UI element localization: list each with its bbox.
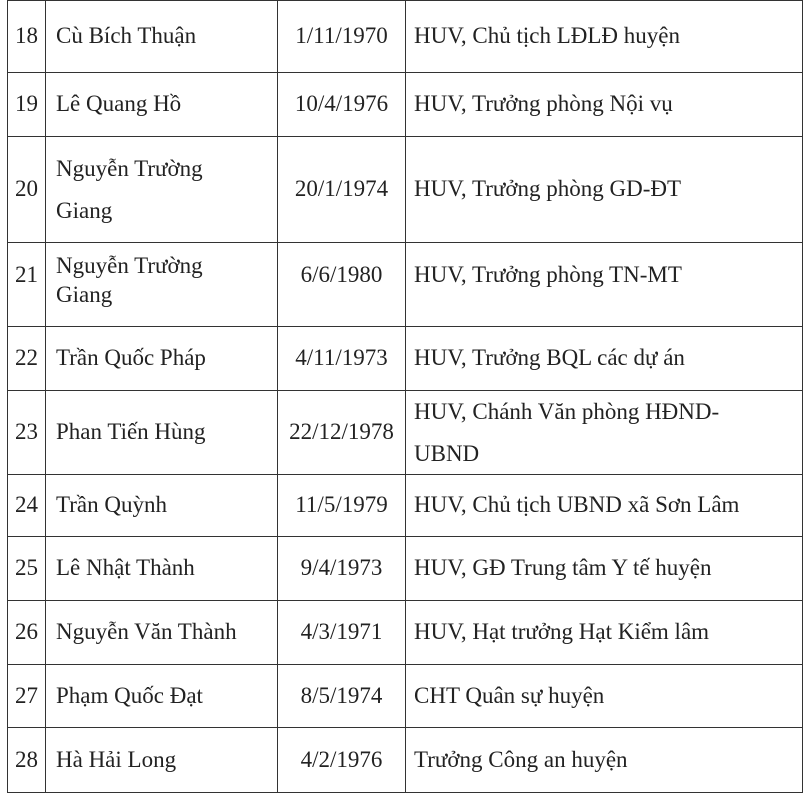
row-number: 20 [8,137,46,243]
table-row [8,391,803,475]
position-title: HUV, Trưởng phòng Nội vụ [406,73,803,137]
person-name: Cù Bích Thuận [46,1,278,73]
table-row [8,137,803,243]
person-name: Hà Hải Long [46,728,278,793]
table-row [8,243,803,327]
person-name: Nguyễn Trường Giang [46,243,278,327]
position-title: HUV, Chủ tịch LĐLĐ huyện [406,1,803,73]
position-title: HUV, Hạt trưởng Hạt Kiểm lâm [406,601,803,665]
person-name: Lê Quang Hồ [46,73,278,137]
personnel-table [7,0,803,793]
row-number: 27 [8,665,46,728]
birth-date: 4/2/1976 [278,728,406,793]
row-number: 28 [8,728,46,793]
birth-date: 10/4/1976 [278,73,406,137]
position-title: Trưởng Công an huyện [406,728,803,793]
person-name: Nguyễn Văn Thành [46,601,278,665]
row-number: 18 [8,1,46,73]
table-row [8,73,803,137]
position-title: HUV, Chánh Văn phòng HĐND-UBND [406,391,803,475]
position-title: HUV, Trưởng phòng TN-MT [406,243,803,327]
birth-date: 4/3/1971 [278,601,406,665]
row-number: 26 [8,601,46,665]
position-title: HUV, Trưởng phòng GD-ĐT [406,137,803,243]
person-name: Trần Quốc Pháp [46,327,278,391]
position-title: CHT Quân sự huyện [406,665,803,728]
row-number: 23 [8,391,46,475]
table-row [8,327,803,391]
row-number: 22 [8,327,46,391]
birth-date: 22/12/1978 [278,391,406,475]
person-name: Phạm Quốc Đạt [46,665,278,728]
table-row [8,665,803,728]
birth-date: 8/5/1974 [278,665,406,728]
birth-date: 6/6/1980 [278,243,406,327]
table-row [8,601,803,665]
row-number: 21 [8,243,46,327]
person-name: Phan Tiến Hùng [46,391,278,475]
table-row [8,475,803,537]
row-number: 25 [8,537,46,601]
position-title: HUV, Chủ tịch UBND xã Sơn Lâm [406,475,803,537]
row-number: 19 [8,73,46,137]
position-title: HUV, GĐ Trung tâm Y tế huyện [406,537,803,601]
table-row [8,537,803,601]
birth-date: 9/4/1973 [278,537,406,601]
table-row [8,1,803,73]
position-title: HUV, Trưởng BQL các dự án [406,327,803,391]
person-name: Trần Quỳnh [46,475,278,537]
row-number: 24 [8,475,46,537]
person-name: Nguyễn Trường Giang [46,137,278,243]
birth-date: 20/1/1974 [278,137,406,243]
table-row [8,728,803,793]
birth-date: 4/11/1973 [278,327,406,391]
birth-date: 1/11/1970 [278,1,406,73]
birth-date: 11/5/1979 [278,475,406,537]
person-name: Lê Nhật Thành [46,537,278,601]
